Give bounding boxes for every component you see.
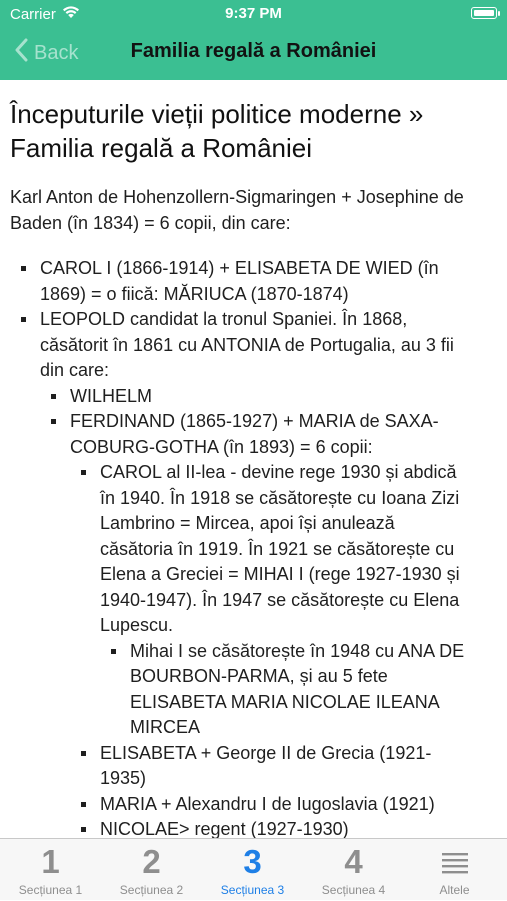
list-item-text: FERDINAND (1865-1927) + MARIA de SAXA-COBURG-GOTHA (în 1893) = 6 copii: [70,411,439,457]
article-content[interactable] [0,80,507,838]
back-label: Back [34,41,79,64]
list-item-text: MARIA + Alexandru I de Iugoslavia (1921) [100,793,435,814]
list-icon [442,851,468,875]
bullet-icon [21,266,26,271]
list-item [70,460,467,741]
list-item [40,384,467,410]
list-item-text: LEOPOLD candidat la tronul Spaniei. În 1868, căsătorit în 1861 cu ANTONIA de Portugalia, au 3 fii din care: [40,309,454,380]
list-item-text: WILHELM [70,385,153,406]
bullet-icon [81,827,86,832]
tab-label: Altele [439,883,470,897]
number-three-icon: 3 [243,843,262,880]
bullet-icon [81,470,86,475]
tab-label: Secțiunea 4 [321,883,386,897]
list-item [100,639,467,741]
tab-label: Secțiunea 2 [119,883,184,897]
page-title: Începuturile vieții politice moderne » Familia regală a României [10,99,424,163]
intro-text: Karl Anton de Hohenzollern-Sigmaringen + Josephine de Baden (în 1834) = 6 copii, din care: [10,187,464,233]
bullet-icon [81,802,86,807]
list-item-text: ELISABETA + George II de Grecia (1921-1935) [100,742,432,788]
bullet-icon [51,394,56,399]
number-four-icon: 4 [344,843,363,880]
family-list [0,256,507,838]
tab-label: Secțiunea 1 [18,883,83,897]
list-item [0,256,507,307]
list-item [40,409,467,838]
number-two-icon: 2 [142,843,161,880]
header-bar [0,0,507,80]
status-bar [0,0,507,28]
battery-icon [471,7,497,19]
nav-title: Familia regală a României [130,40,377,62]
list-item [70,741,467,792]
bullet-icon [21,317,26,322]
battery-fill [474,10,494,16]
number-one-icon: 1 [41,843,60,880]
tab-altele[interactable] [404,839,505,901]
bullet-icon [81,751,86,756]
tab-sectiunea-4[interactable] [303,839,404,901]
tab-sectiunea-1[interactable] [0,839,101,901]
carrier-label: Carrier [10,5,56,23]
list-item [70,792,467,818]
tab-label: Secțiunea 3 [220,883,285,897]
tab-bar [0,838,507,900]
tab-sectiunea-3[interactable] [202,839,303,901]
leopold-children-list [40,384,467,839]
bullet-icon [111,649,116,654]
list-item-text: NICOLAE> regent (1927-1930) [100,819,349,838]
list-item-text: Mihai I se căsătorește în 1948 cu ANA DE BOURBON-PARMA, și au 5 fete ELISABETA MARIA NICOLAE ILEANA MIRCEA [130,640,465,737]
status-time: 9:37 PM [225,5,282,22]
ferdinand-children-list [70,460,467,838]
carol-children-list [100,639,467,741]
list-item-text: CAROL al II-lea - devine rege 1930 și abdică în 1940. În 1918 se căsătorește cu Ioana Zizi Lambrino = Mircea, apoi își anulează căsătoria în 1919. În 1921 se căsătorește cu Elena a Greciei = MIHAI I (rege 1927-1930 și 1940-1947). În 1947 se căsătorește cu Elena Lupescu. [100,462,460,635]
list-item [70,817,467,838]
list-item-text: CAROL I (1866-1914) + ELISABETA DE WIED (în 1869) = o fiică: MĂRIUCA (1870-1874) [40,258,439,304]
bullet-icon [51,419,56,424]
navigation-bar [0,28,507,80]
list-item [0,307,507,838]
tab-sectiunea-2[interactable] [101,839,202,901]
